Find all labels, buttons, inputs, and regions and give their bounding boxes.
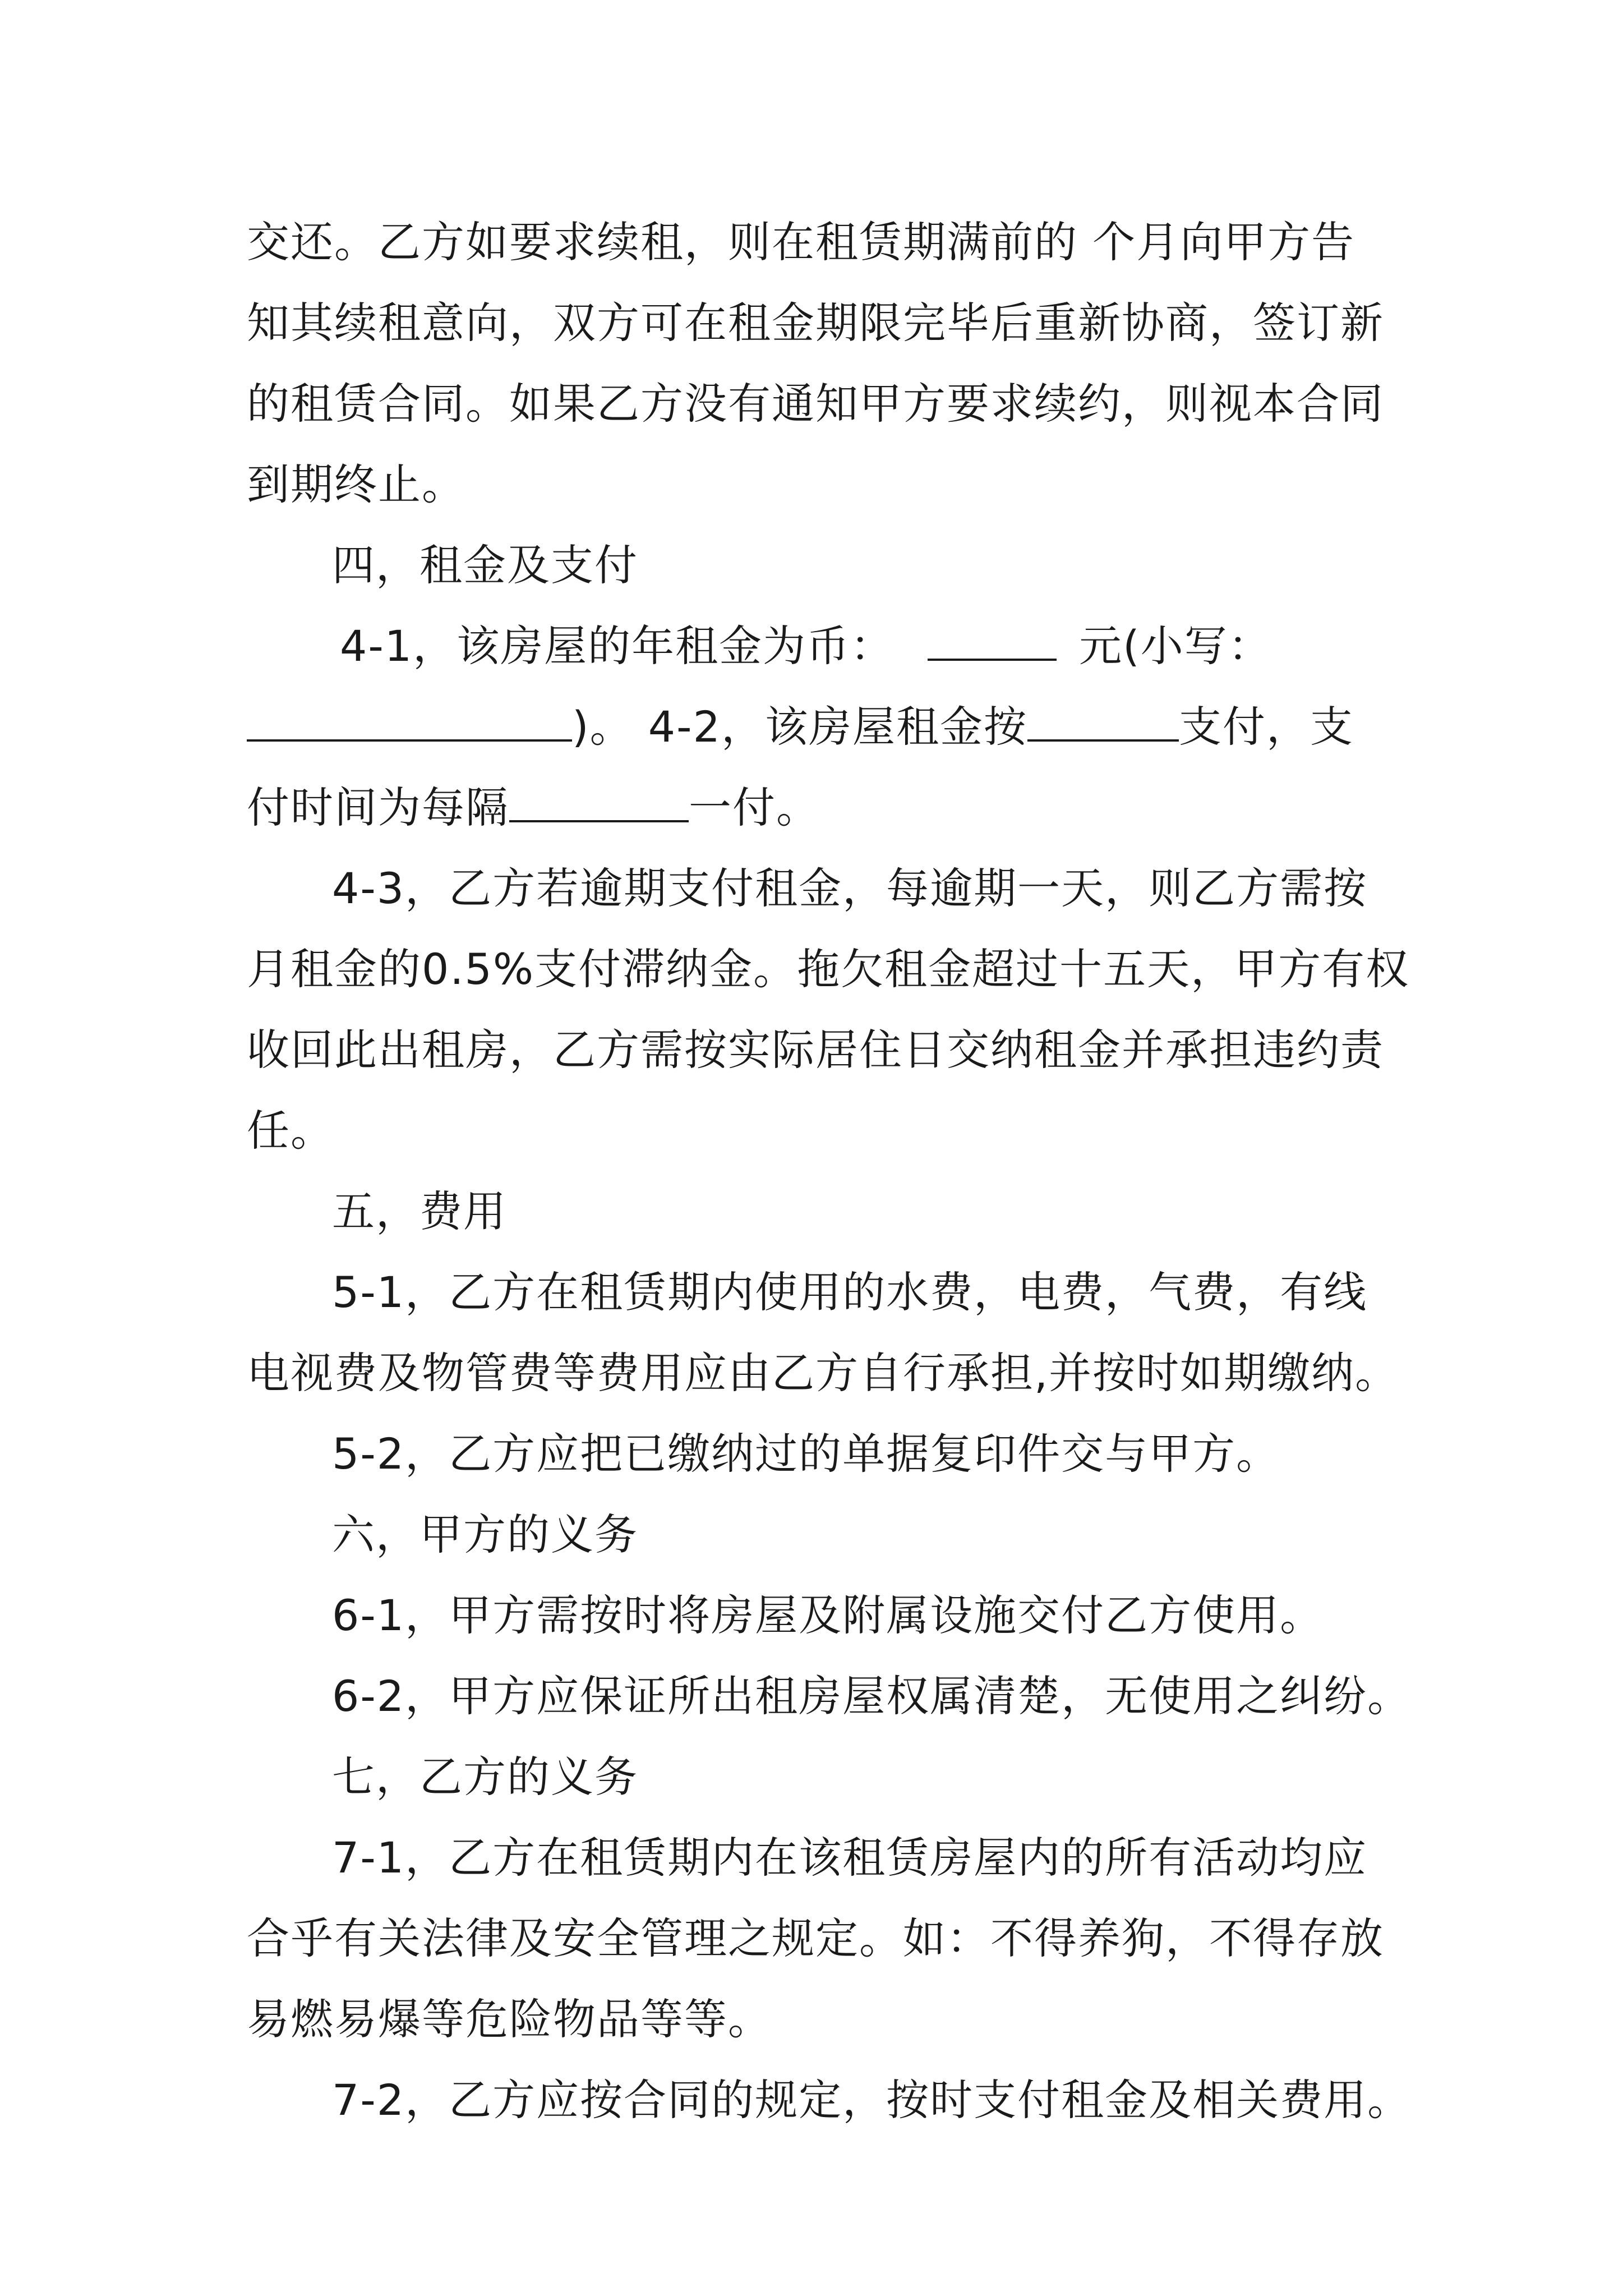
- rent-clause-line-3: [247, 767, 1380, 848]
- rent-clause-text: )。 4-2，该房屋租金按: [572, 702, 1027, 752]
- payment-interval-blank: [509, 786, 689, 822]
- rent-clause-text: 4-1，该房屋的年租金为币：: [340, 621, 895, 671]
- paragraph-line: 5-1，乙方在租赁期内使用的水费，电费，气费，有线: [332, 1267, 1368, 1317]
- paragraph-line: 合乎有关法律及安全管理之规定。如：不得养狗，不得存放: [247, 1913, 1384, 1963]
- section-heading-rent: 四，租金及支付: [332, 540, 638, 590]
- paragraph-line: 7-1，乙方在租赁期内在该租赁房屋内的所有活动均应: [332, 1833, 1368, 1883]
- paragraph-line: 7-2，乙方应按合同的规定，按时支付租金及相关费用。: [332, 2075, 1412, 2125]
- paragraph-line: 知其续租意向，双方可在租金期限完毕后重新协商，签订新: [247, 298, 1384, 348]
- rent-clause-line-1: [247, 606, 1380, 687]
- paragraph-line: 任。: [247, 1106, 334, 1156]
- annual-rent-blank: [928, 625, 1057, 661]
- section-heading-party-b-obligations: 七，乙方的义务: [332, 1752, 638, 1802]
- paragraph-line: 的租赁合同。如果乙方没有通知甲方要求续约，则视本合同: [247, 379, 1384, 429]
- rent-clause-text: 付时间为每隔: [247, 783, 509, 832]
- rent-lowercase-blank: [247, 706, 572, 742]
- paragraph-line: 交还。乙方如要求续租，则在租赁期满前的 个月向甲方告: [247, 217, 1355, 267]
- paragraph-line: 6-1，甲方需按时将房屋及附属设施交付乙方使用。: [332, 1590, 1324, 1640]
- payment-method-blank: [1027, 706, 1179, 742]
- paragraph-line: 收回此出租房，乙方需按实际居住日交纳租金并承担违约责: [247, 1025, 1384, 1075]
- paragraph-line: 到期终止。: [247, 459, 465, 509]
- rent-clause-text: 支付，支: [1178, 702, 1354, 752]
- paragraph-line: 5-2，乙方应把已缴纳过的单据复印件交与甲方。: [332, 1429, 1280, 1479]
- section-heading-party-a-obligations: 六，甲方的义务: [332, 1510, 638, 1559]
- paragraph-line: 易燃易爆等危险物品等等。: [247, 1994, 772, 2044]
- rent-clause-line-2: [247, 687, 1380, 767]
- rent-clause-text: 一付。: [689, 783, 820, 832]
- paragraph-line: 月租金的0.5%支付滞纳金。拖欠租金超过十五天，甲方有权: [247, 944, 1410, 994]
- paragraph-line: 6-2，甲方应保证所出租房屋权属清楚，无使用之纠纷。: [332, 1671, 1412, 1721]
- rent-clause-text: 元(小写：: [1079, 621, 1272, 671]
- document-body: [247, 202, 1412, 2141]
- paragraph-line: 4-3，乙方若逾期支付租金，每逾期一天，则乙方需按: [332, 863, 1368, 913]
- section-heading-fees: 五，费用: [332, 1186, 507, 1236]
- paragraph-line: 电视费及物管费等费用应由乙方自行承担,并按时如期缴纳。: [247, 1348, 1399, 1398]
